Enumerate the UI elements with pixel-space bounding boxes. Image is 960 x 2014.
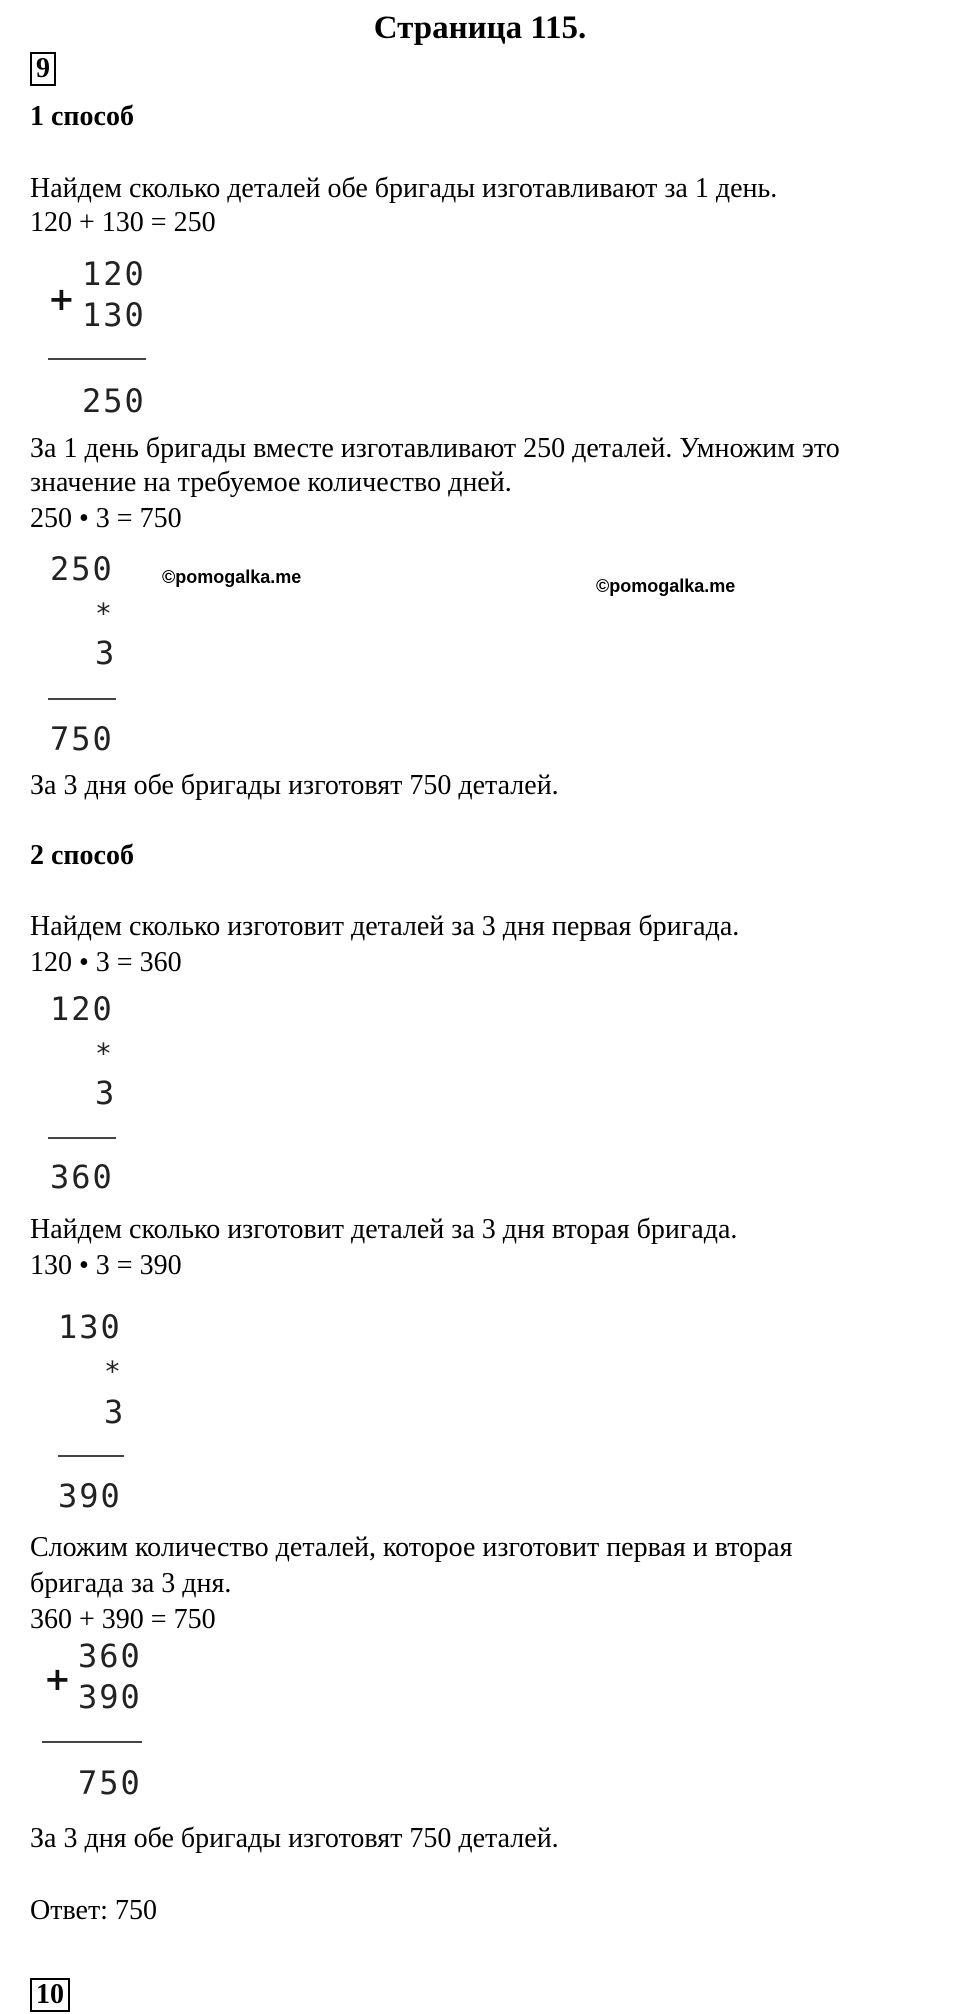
product-result: 390	[58, 1477, 122, 1515]
sum-result: 750	[78, 1764, 142, 1802]
task-number-badge: 9	[30, 52, 56, 86]
multiply-sign: *	[95, 1037, 112, 1070]
watermark: ©pomogalka.me	[596, 576, 736, 596]
method2-text3a: Сложим количество деталей, которое изготовит первая и вторая	[30, 1532, 793, 1563]
method2-eq1: 120 • 3 = 360	[30, 947, 182, 978]
addend-2: 130	[82, 296, 146, 334]
multiplicand: 120	[50, 990, 114, 1028]
addend-2: 390	[78, 1678, 142, 1716]
multiplier: 3	[95, 1074, 117, 1112]
sum-line	[48, 358, 146, 360]
method1-conclusion: За 3 дня обе бригады изготовят 750 деталей.	[30, 770, 559, 801]
multiplicand: 130	[58, 1308, 122, 1346]
method1-text1: Найдем сколько деталей обе бригады изготавливают за 1 день.	[30, 173, 778, 204]
multiply-sign: *	[95, 597, 112, 630]
method1-eq1: 120 + 130 = 250	[30, 207, 216, 238]
page-title: Страница 115.	[373, 10, 587, 46]
multiply-sign: *	[104, 1355, 121, 1388]
sum-line	[42, 1741, 142, 1743]
method2-text2: Найдем сколько изготовит деталей за 3 дня вторая бригада.	[30, 1214, 738, 1245]
method2-eq3: 360 + 390 = 750	[30, 1604, 216, 1635]
product-result: 360	[50, 1158, 114, 1196]
method2-text1: Найдем сколько изготовит деталей за 3 дня первая бригада.	[30, 911, 740, 942]
product-result: 750	[50, 720, 114, 758]
next-task-number-badge: 10	[30, 1978, 70, 2012]
method2-eq2: 130 • 3 = 390	[30, 1250, 182, 1281]
multiplier: 3	[104, 1393, 126, 1431]
addend-1: 120	[82, 255, 146, 293]
product-line	[48, 1137, 116, 1139]
answer: Ответ: 750	[30, 1895, 157, 1926]
watermark: ©pomogalka.me	[162, 567, 302, 587]
multiplicand: 250	[50, 550, 114, 588]
multiplier: 3	[95, 634, 117, 672]
sum-result: 250	[82, 382, 146, 420]
plus-sign: +	[48, 280, 75, 318]
method1-text2a: За 1 день бригады вместе изготавливают 250 деталей. Умножим это	[30, 433, 840, 464]
plus-sign: +	[44, 1660, 71, 1698]
method2-text3b: бригада за 3 дня.	[30, 1568, 232, 1599]
product-line	[48, 698, 116, 700]
addend-1: 360	[78, 1637, 142, 1675]
product-line	[58, 1455, 124, 1457]
method1-eq2: 250 • 3 = 750	[30, 503, 182, 534]
method1-text2b: значение на требуемое количество дней.	[30, 467, 512, 498]
method1-heading: 1 способ	[30, 101, 134, 132]
method2-heading: 2 способ	[30, 840, 134, 871]
method2-conclusion: За 3 дня обе бригады изготовят 750 деталей.	[30, 1823, 559, 1854]
